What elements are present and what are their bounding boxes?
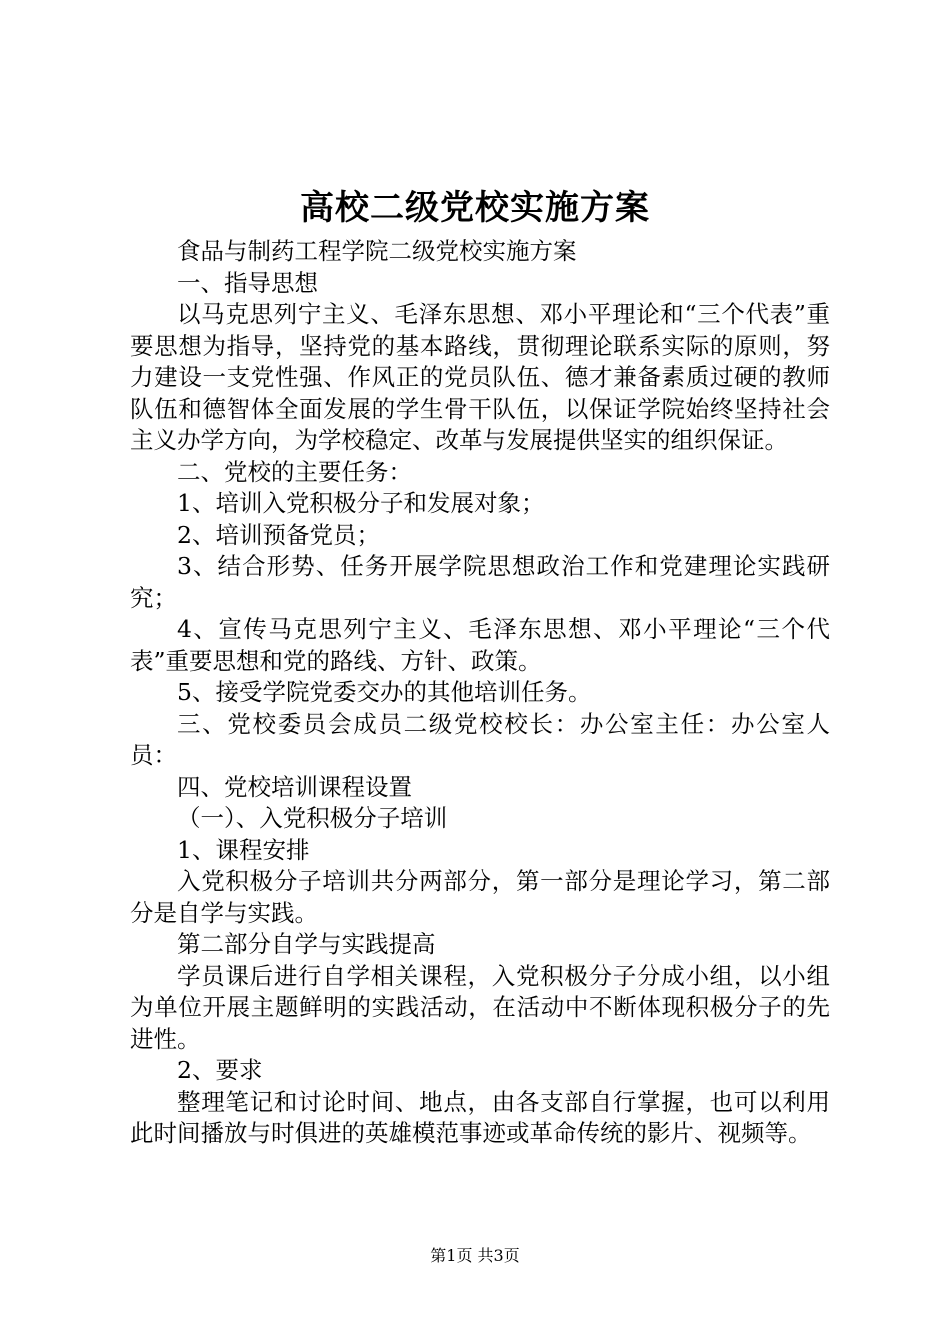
document-body xyxy=(130,236,830,1150)
subsection-heading: 第二部分自学与实践提高 xyxy=(177,930,436,958)
body-paragraph: 学员课后进行自学相关课程，入党积极分子分成小组，以小组为单位开展主题鲜明的实践活动，在活动中不断体现积极分子的先进性。 xyxy=(130,961,830,1053)
list-item: 4、宣传马克思列宁主义、毛泽东思想、邓小平理论“三个代表”重要思想和党的路线、方针、政策。 xyxy=(130,615,830,675)
section-heading-courses: 四、党校培训课程设置 xyxy=(177,772,412,801)
list-item: 1、培训入党积极分子和发展对象； xyxy=(177,489,545,517)
subtitle-paragraph: 食品与制药工程学院二级党校实施方案 xyxy=(177,237,577,265)
section-heading-committee: 三、党校委员会成员二级党校校长：办公室主任：办公室人员： xyxy=(130,709,830,769)
body-paragraph: 整理笔记和讨论时间、地点，由各支部自行掌握，也可以利用此时间播放与时俱进的英雄模范事迹或革命传统的影片、视频等。 xyxy=(130,1087,830,1147)
subsection-heading: 2、要求 xyxy=(177,1056,263,1084)
list-item: 3、结合形势、任务开展学院思想政治工作和党建理论实践研究； xyxy=(130,552,830,612)
list-item: 2、培训预备党员； xyxy=(177,520,380,549)
page-number: 第1页 共3页 xyxy=(430,1246,520,1265)
body-paragraph: 入党积极分子培训共分两部分，第一部分是理论学习，第二部分是自学与实践。 xyxy=(130,867,830,927)
section-heading-guiding-ideology: 一、指导思想 xyxy=(177,268,318,297)
subsection-heading: （一）、入党积极分子培训 xyxy=(177,804,448,832)
section-heading-main-tasks: 二、党校的主要任务： xyxy=(177,457,412,486)
body-paragraph: 以马克思列宁主义、毛泽东思想、邓小平理论和“三个代表”重要思想为指导，坚持党的基本路线，贯彻理论联系实际的原则，努力建设一支党性强、作风正的党员队伍、德才兼备素质过硬的教师队伍和德智体全面发展的学生骨干队伍，以保证学院始终坚持社会主义办学方向，为学校稳定、改革与发展提供坚实的组织保证。 xyxy=(130,300,830,454)
document-title: 高校二级党校实施方案 xyxy=(300,188,650,228)
list-item: 5、接受学院党委交办的其他培训任务。 xyxy=(177,678,592,706)
subsection-heading: 1、课程安排 xyxy=(177,835,310,864)
